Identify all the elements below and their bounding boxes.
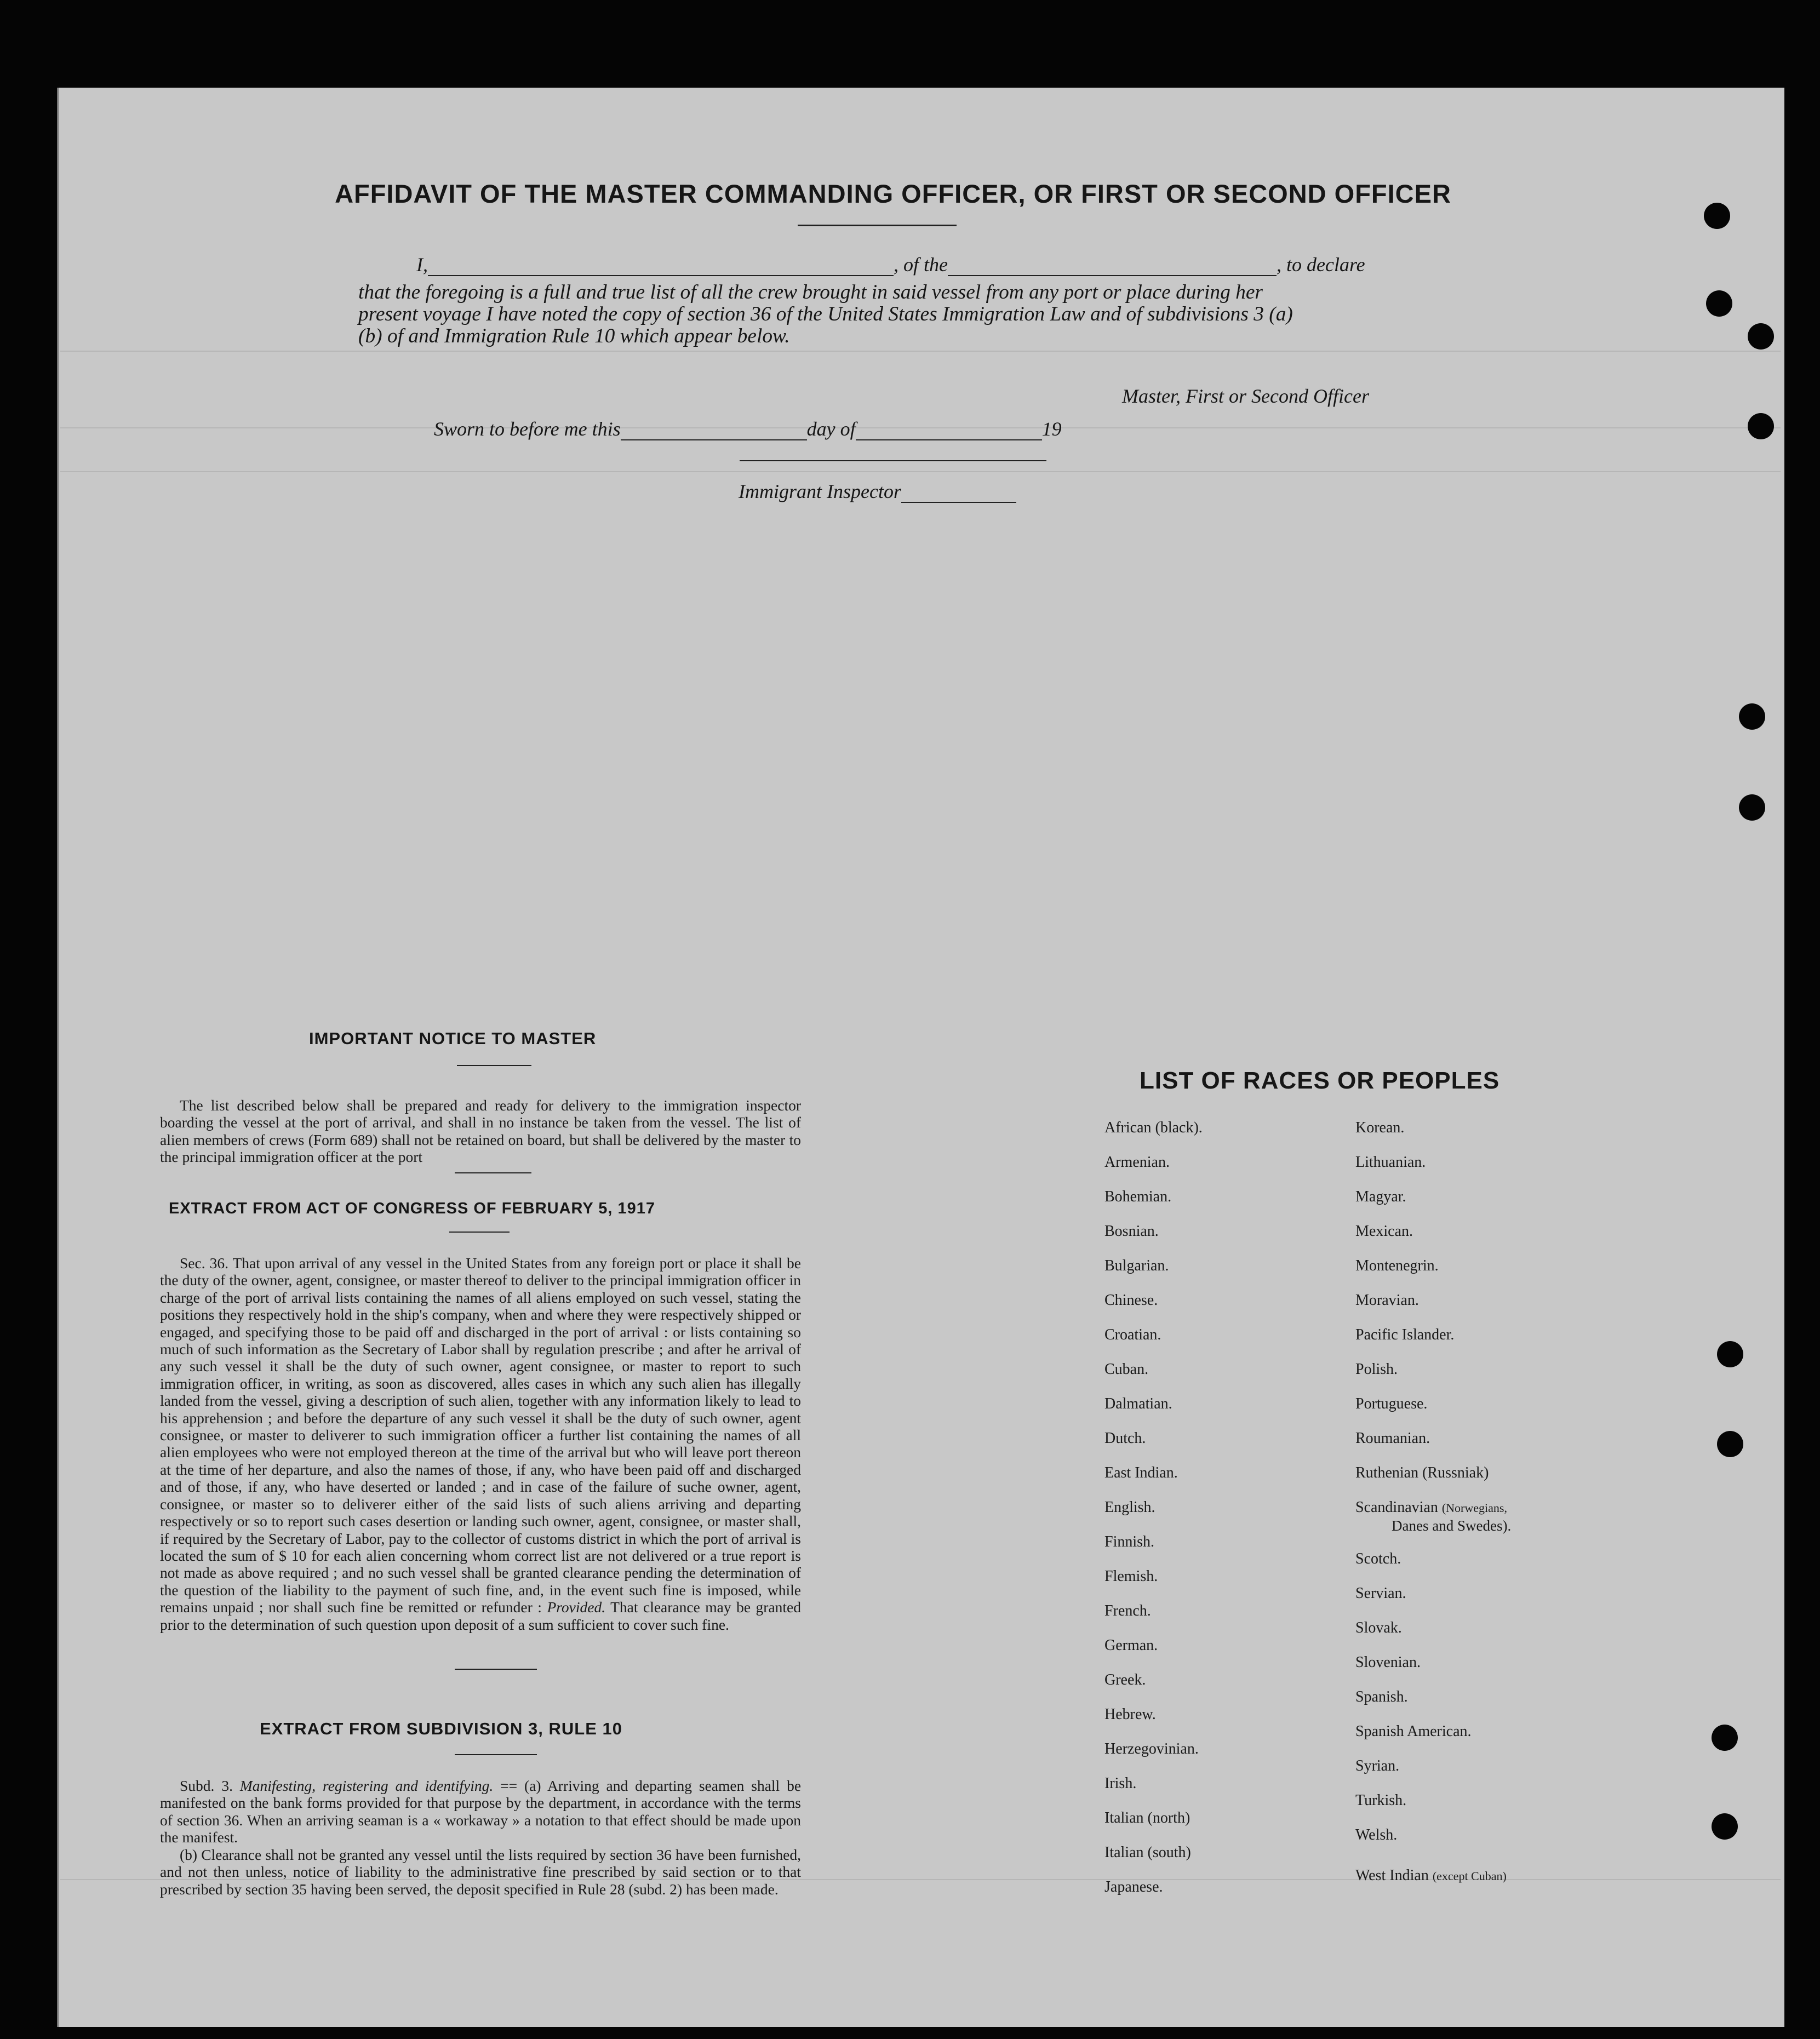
race-item: Italian (south) [1104, 1844, 1191, 1861]
race-item: Armenian. [1104, 1154, 1170, 1171]
notice-text: The list described below shall be prepared and ready for delivery to the immigration inspector boarding the vessel at the port of arrival, and shall in no instance be taken from the vessel. The list of alien members of crews (Form 689) shall not be retained on board, but shall be delivered by the master to the principal immigration officer at the port [160, 1097, 801, 1166]
inspector-blank[interactable] [901, 485, 1016, 503]
binder-hole [1704, 203, 1730, 229]
race-item: Dalmatian. [1104, 1395, 1172, 1412]
race-item: Magyar. [1355, 1188, 1406, 1205]
declaration-line-4: (b) of and Immigration Rule 10 which appear below. [358, 325, 790, 347]
sworn-prefix: Sworn to before me this [434, 418, 621, 440]
sworn-day-blank[interactable] [621, 423, 807, 440]
notice-heading: IMPORTANT NOTICE TO MASTER [309, 1029, 597, 1048]
race-item: Greek. [1104, 1671, 1146, 1688]
race-item: Spanish. [1355, 1688, 1408, 1705]
race-item: Syrian. [1355, 1757, 1400, 1774]
vessel-blank[interactable] [948, 259, 1277, 276]
act-end-rule [455, 1669, 537, 1670]
race-item: Korean. [1355, 1119, 1405, 1136]
declaration-line-3: present voyage I have noted the copy of section 36 of the United States Immigration Law and of subdivisions 3 (a) [358, 303, 1293, 325]
act-text [160, 1255, 801, 1633]
subdivision-title: Manifesting, registering and identifying. [239, 1777, 494, 1794]
act-heading: EXTRACT FROM ACT OF CONGRESS OF FEBRUARY 5, 1917 [169, 1200, 656, 1217]
race-item: German. [1104, 1637, 1158, 1654]
declaration-suffix: , to declare [1276, 254, 1365, 276]
act-underline [449, 1232, 510, 1233]
binder-hole [1712, 1813, 1738, 1840]
race-item: Pacific Islander. [1355, 1326, 1455, 1343]
subdivision-label: Subd. 3. [180, 1777, 233, 1794]
notice-end-rule [455, 1172, 531, 1173]
races-heading: LIST OF RACES OR PEOPLES [1140, 1067, 1500, 1094]
rule-heading: EXTRACT FROM SUBDIVISION 3, RULE 10 [260, 1719, 622, 1738]
race-item: Bosnian. [1104, 1223, 1159, 1240]
race-item: African (black). [1104, 1119, 1203, 1136]
binder-hole [1739, 703, 1765, 730]
binder-hole [1706, 290, 1732, 317]
sworn-line [434, 417, 1062, 440]
declaration-of: , of the [894, 254, 948, 276]
race-item: Dutch. [1104, 1430, 1146, 1447]
race-item: Polish. [1355, 1361, 1398, 1378]
race-item: Hebrew. [1104, 1706, 1156, 1723]
race-item: English. [1104, 1499, 1155, 1516]
notice-underline [457, 1065, 531, 1066]
race-item: French. [1104, 1602, 1151, 1619]
race-item: Flemish. [1104, 1568, 1158, 1585]
race-note: (except Cuban) [1432, 1869, 1507, 1883]
race-note: (Norwegians, [1441, 1501, 1507, 1515]
rule-text-b: (b) Clearance shall not be granted any vessel until the lists required by section 36 have been furnished, and not then unless, notice of liability to the administrative fine prescribed by said section or to that prescribed by section 35 having been served, the deposit specified in Rule 28 (subd. 2) has been made. [160, 1846, 801, 1898]
race-item: Slovenian. [1355, 1654, 1421, 1671]
binder-hole [1748, 323, 1774, 350]
race-name: Scandinavian [1355, 1499, 1438, 1516]
sworn-underline [740, 460, 1046, 461]
sworn-day-of: day of [806, 418, 856, 440]
race-item: Portuguese. [1355, 1395, 1428, 1412]
race-item: Ruthenian (Russniak) [1355, 1464, 1489, 1481]
race-item: Roumanian. [1355, 1430, 1430, 1447]
race-item: Finnish. [1104, 1533, 1155, 1550]
race-item-west-indian [1355, 1867, 1507, 1885]
binder-hole [1717, 1341, 1743, 1367]
race-item: Montenegrin. [1355, 1257, 1439, 1274]
race-item: Welsh. [1355, 1826, 1398, 1843]
race-item: Cuban. [1104, 1361, 1149, 1378]
race-item: Irish. [1104, 1775, 1137, 1792]
race-item: Croatian. [1104, 1326, 1161, 1343]
race-note-line-2: Danes and Swedes). [1392, 1517, 1512, 1534]
section-tail: That clearance may be granted prior to the determination of such question upon deposit of a sum sufficient to cover such fine. [160, 1599, 801, 1633]
inspector-label: Immigrant Inspector [739, 480, 901, 502]
race-item: East Indian. [1104, 1464, 1178, 1481]
race-name: West Indian [1355, 1867, 1429, 1884]
race-item: Bohemian. [1104, 1188, 1172, 1205]
rule-text-a [160, 1777, 801, 1846]
ghost-line [60, 351, 1781, 352]
race-item: Italian (north) [1104, 1809, 1191, 1826]
sworn-year: 19 [1041, 418, 1062, 440]
race-item: Herzegovinian. [1104, 1740, 1199, 1757]
race-item: Mexican. [1355, 1223, 1413, 1240]
binder-hole [1717, 1431, 1743, 1457]
declaration-prefix: I, [416, 254, 428, 276]
section-body: That upon arrival of any vessel in the United States from any foreign port or place it shall be the duty of the owner, agent, consignee, or master thereof to deliver to the principal immigration officer in charge of the port of arrival lists containing the names of all aliens employed on such vessel, stating the positions they respectively hold in the ship's company, when and where they were respectively shipped or engaged, and specifying those to be paid off and discharged in the port of arrival : or lists containing so much of such information as the Secretary of Labor shall by regulation prescribe ; and after he arrival of any such vessel it shall be the duty of such owner, agent consignee, or master to report to such immigration officer, in writing, as soon as discovered, alles cases in which any such alien has illegally landed from the vessel, giving a description of such alien, together with any information likely to lead to his apprehension ; and before the departure of any such vessel it shall be the duty of such owner, agent consignee, or master to deliverer to such immigration officer a further list containing the names of all alien employees who were not employed thereon at the time of the arrival but who will leave port thereon at the time of her departure, and also the names of those, if any, who have been paid off and discharged and of those, if any, who have deserted or landed ; and in case of the failure of suche owner, agent, consignee, or master so to deliverer either of the said lists of such aliens arriving and departing respectively or so to report such cases desertion or landing such owner, agent, consignee, or master shall, if required by the Secretary of Labor, pay to the collector of customs district in which the port of arrival is located the sum of $ 10 for each alien concerning whom correct list are not delivered or a true report is not made as above required ; and no such vessel shall be granted clearance pending the determination of the question of the liability to the payment of such fine, and, in the event such fine is imposed, while remains unpaid ; nor shall such fine be remitted or refunder : [160, 1255, 801, 1616]
race-item: Turkish. [1355, 1792, 1407, 1809]
race-item: Spanish American. [1355, 1723, 1472, 1740]
race-item-scandinavian [1355, 1499, 1507, 1516]
declaration-line-1 [416, 253, 1365, 276]
race-item: Bulgarian. [1104, 1257, 1169, 1274]
ghost-line [60, 471, 1781, 472]
race-item: Lithuanian. [1355, 1154, 1426, 1171]
master-signature-label: Master, First or Second Officer [1122, 385, 1369, 407]
inspector-line [739, 480, 1016, 503]
race-item: Scotch. [1355, 1550, 1401, 1567]
binder-hole [1739, 794, 1765, 821]
binder-hole [1748, 413, 1774, 439]
section-label: Sec. 36. [180, 1255, 228, 1271]
binder-hole [1712, 1725, 1738, 1751]
subdivision-text-a: == (a) Arriving and departing seamen shall be manifested on the bank forms provided for that purpose by the department, in accordance with the terms of section 36. When an arriving seaman is a « workaway » a notation to that effect should be made upon the manifest. [160, 1777, 802, 1846]
race-item: Servian. [1355, 1585, 1406, 1602]
affidavit-title: AFFIDAVIT OF THE MASTER COMMANDING OFFICER, OR FIRST OR SECOND OFFICER [335, 179, 1451, 208]
name-blank[interactable] [428, 259, 894, 276]
race-item: Slovak. [1355, 1619, 1402, 1636]
race-item: Japanese. [1104, 1878, 1163, 1895]
title-underline [798, 225, 957, 226]
rule-underline [455, 1754, 537, 1755]
race-item: Moravian. [1355, 1292, 1419, 1309]
race-item: Chinese. [1104, 1292, 1158, 1309]
sworn-month-blank[interactable] [856, 423, 1042, 440]
declaration-line-2: that the foregoing is a full and true list of all the crew brought in said vessel from any port or place during her [358, 281, 1263, 303]
section-provided: Provided. [547, 1599, 606, 1616]
